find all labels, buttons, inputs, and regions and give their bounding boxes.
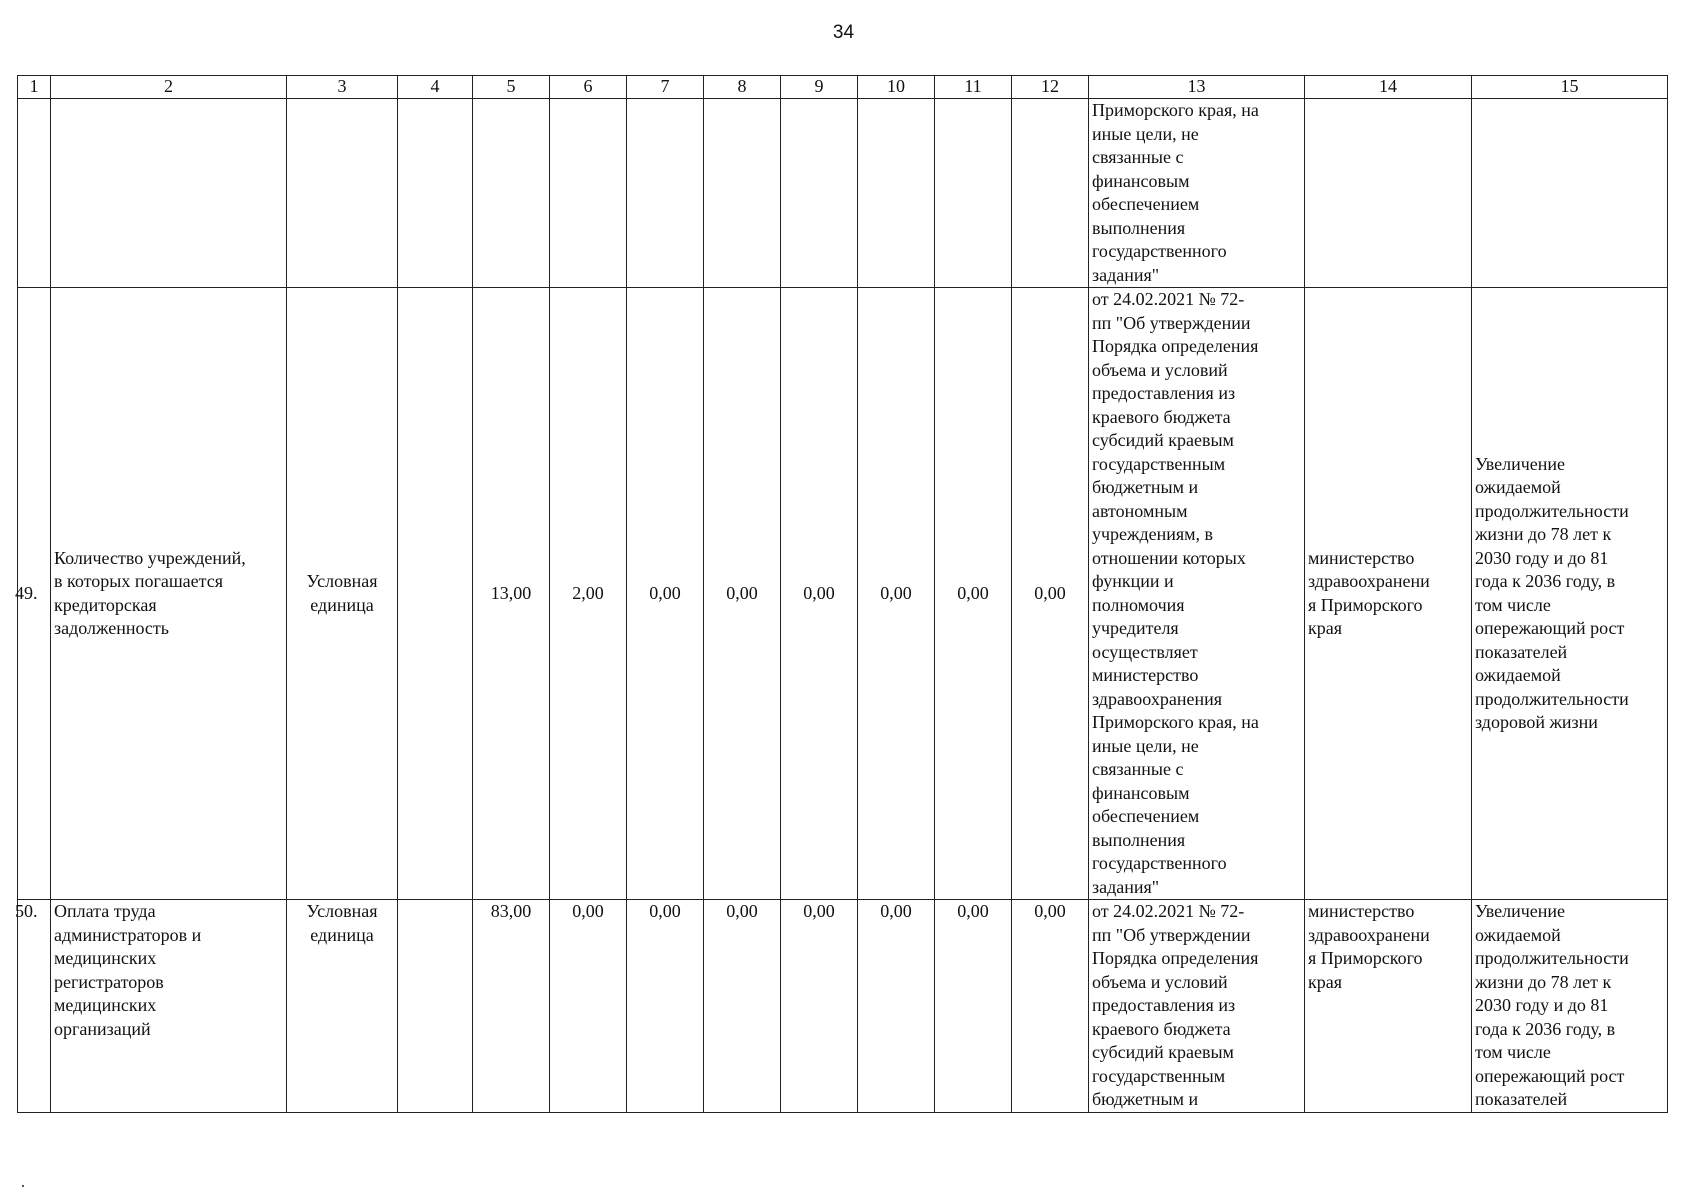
header-cell: 11 (935, 76, 1012, 99)
cell (781, 99, 858, 288)
header-cell: 12 (1012, 76, 1089, 99)
header-cell: 14 (1305, 76, 1472, 99)
indicator-name: Оплата труда администраторов и медицинских регистраторов медицинских организаций (51, 900, 287, 1113)
table-row-49 (18, 288, 1668, 900)
cell (287, 99, 398, 288)
unit-cell: Условная единица (287, 900, 398, 1113)
value-cell: 0,00 (627, 288, 704, 900)
page-number: 34 (832, 22, 855, 43)
value-cell: 0,00 (781, 288, 858, 900)
value-cell: 0,00 (781, 900, 858, 1113)
indicators-table (17, 75, 1668, 1113)
value-cell: 2,00 (550, 288, 627, 900)
row-number: 49. (18, 288, 51, 900)
cell (550, 99, 627, 288)
value-cell: 0,00 (704, 288, 781, 900)
responsible-cell: министерство здравоохранени я Приморского края (1305, 900, 1472, 1113)
cell (1012, 99, 1089, 288)
legal-basis-cell: Приморского края, на иные цели, не связанные с финансовым обеспечением выполнения государственного задания" (1089, 99, 1305, 288)
result-cell: Увеличение ожидаемой продолжительности жизни до 78 лет к 2030 году и до 81 года к 2036 году, в том числе опережающий рост показателей ожидаемой продолжительности здоровой жизни (1472, 288, 1668, 900)
value-cell: 13,00 (473, 288, 550, 900)
unit-cell: Условная единица (287, 288, 398, 900)
header-cell: 6 (550, 76, 627, 99)
table-row-50 (18, 900, 1668, 1113)
cell (473, 99, 550, 288)
header-cell: 5 (473, 76, 550, 99)
cell (1472, 99, 1668, 288)
header-cell: 8 (704, 76, 781, 99)
header-cell: 10 (858, 76, 935, 99)
value-cell: 0,00 (858, 900, 935, 1113)
cell (935, 99, 1012, 288)
value-cell: 0,00 (1012, 900, 1089, 1113)
value-cell: 0,00 (704, 900, 781, 1113)
cell (627, 99, 704, 288)
cell (704, 99, 781, 288)
header-cell: 13 (1089, 76, 1305, 99)
header-row (18, 76, 1668, 99)
value-cell: 0,00 (627, 900, 704, 1113)
header-cell: 3 (287, 76, 398, 99)
header-cell: 9 (781, 76, 858, 99)
value-cell (398, 288, 473, 900)
indicator-name: Количество учреждений, в которых погашается кредиторская задолженность (51, 288, 287, 900)
legal-basis-cell: от 24.02.2021 № 72- пп "Об утверждении Порядка определения объема и условий предоставления из краевого бюджета субсидий краевым государственным бюджетным и автономным учреждениям, в отношении которых функции и полномочия учредителя осуществляет министерство здравоохранения Приморского края, на иные цели, не связанные с финансовым обеспечением выполнения государственного задания" (1089, 288, 1305, 900)
value-cell: 0,00 (1012, 288, 1089, 900)
value-cell (398, 900, 473, 1113)
header-cell: 4 (398, 76, 473, 99)
cell (1305, 99, 1472, 288)
value-cell: 0,00 (550, 900, 627, 1113)
cell (18, 99, 51, 288)
result-cell: Увеличение ожидаемой продолжительности жизни до 78 лет к 2030 году и до 81 года к 2036 году, в том числе опережающий рост показателей (1472, 900, 1668, 1113)
value-cell: 0,00 (858, 288, 935, 900)
header-cell: 15 (1472, 76, 1668, 99)
cell (51, 99, 287, 288)
responsible-cell: министерство здравоохранени я Приморского края (1305, 288, 1472, 900)
cell (858, 99, 935, 288)
value-cell: 0,00 (935, 288, 1012, 900)
header-cell: 7 (627, 76, 704, 99)
value-cell: 83,00 (473, 900, 550, 1113)
table-row-continuation (18, 99, 1668, 288)
cell (398, 99, 473, 288)
header-cell: 2 (51, 76, 287, 99)
row-number: 50. (18, 900, 51, 1113)
header-cell: 1 (18, 76, 51, 99)
value-cell: 0,00 (935, 900, 1012, 1113)
scan-speck (22, 1185, 24, 1187)
legal-basis-cell: от 24.02.2021 № 72- пп "Об утверждении Порядка определения объема и условий предоставления из краевого бюджета субсидий краевым государственным бюджетным и (1089, 900, 1305, 1113)
